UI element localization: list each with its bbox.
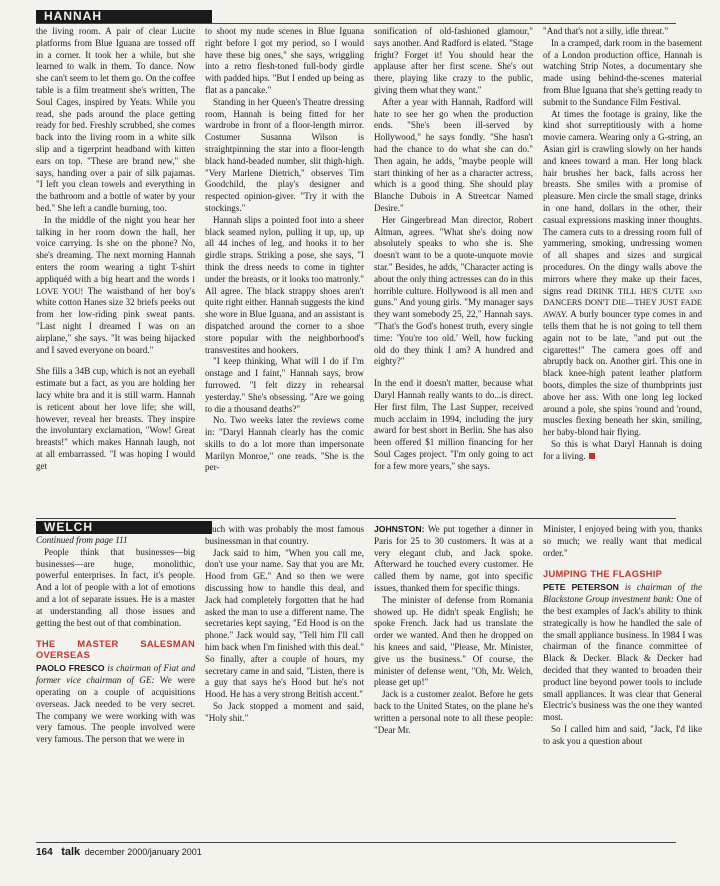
paragraph: In the end it doesn't matter, because what Daryl Hannah really wants to do...is direct. Her first film, The Last Supper, received much acclaim in 1994, including the jury award for best short in Berlin. She has also been offered $1 million financing for her Soul Cages project. "I'm only going to act for a few more years," she says. <box>374 378 533 471</box>
paragraph: In the middle of the night you hear her talking in her room down the hall, her voice carrying. Is she on the phone? No, she's dreaming. The next morning Hannah enters the room wearing a tight T-shirt appliquéd with a big heart and the words I LOVE YOU! The waistband of her boy's white cotton Hanes size 32 briefs peeks out from her low-riding pink sweat pants. "Last night I dreamed I was on an airplane," she says. "It was being hijacked and I saved everyone on board." <box>36 214 196 355</box>
welch-column-4 <box>543 524 702 840</box>
paragraph: Her Gingerbread Man director, Robert Altman, agrees. "What she's doing now absolutely speaks to who she is. She doesn't want to be a quote-unquote movie star." Besides, he adds, "Character acting is about the only thing actresses can do in this horrible culture. Hollywood is all men and guns." And young girls. "My manager says they want somebody 25, 22," Hannah says. "That's the God's honest truth, every single time: 'You're too old.' Well, how fucking old do they think I am? A hundred and eighty?" <box>374 214 533 367</box>
hannah-column-3 <box>374 26 533 516</box>
subhead: THE MASTER SALESMAN OVERSEAS <box>36 639 195 661</box>
paragraph: So this is what Daryl Hannah is doing for a living. <box>543 438 702 461</box>
paragraph: touch with was probably the most famous businessman in that country. <box>205 524 364 546</box>
paragraph: the living room. A pair of clear Lucite platforms from Blue Iguana are tossed off in a corner. It took her a while, but she learned to walk in them. To dance. Now she can't seem to let them go. On the coffee table is a film treatment she's written, The Soul Cages, inspired by Yeats. While you read, she pads around the place getting ready for bed. Freshly scrubbed, she comes back into the living room in a white silk slip and a tigerprint headband with kitten ears on top. "These are brand new," she says, handing over a pair of silk pajamas. "I left you clean towels and everything in the bathroom and a bottle of water by your bed." She left a candle burning, too. <box>36 26 195 213</box>
welch-column-2 <box>205 524 364 840</box>
paragraph: So I called him and said, "Jack, I'd like to ask you a question about <box>543 723 702 746</box>
paragraph: PAOLO FRESCO is chairman of Fiat and former vice chairman of GE: We were operating on a couple of acquisitions overseas. Jack needed to be very secret. The company we were working with was very famous. The people involved were very famous. The person that we were in <box>36 663 195 745</box>
end-mark-icon <box>589 453 595 459</box>
hannah-column-2 <box>205 26 364 516</box>
paragraph: Minister, I enjoyed being with you, thanks so much; we really want that medical order." <box>543 524 702 558</box>
continued-note: Continued from page 111 <box>36 535 128 545</box>
paragraph: At times the footage is grainy, like the kind shot surreptitiously with a home movie camera. Wearing only a G-string, an Asian girl is crawling slowly on her hands and knees toward a man. Her long black hair brushes her back, falls across her breasts. She smiles with a promise of pleasure. Men circle the small stage, drinks in one hand, dollars in the other, their casual expressions masking inner thoughts. The camera cuts to a dressing room full of yammering, smoking, undressing women of all shapes and sizes and surgical procedures. On the dingy walls above the mirrors where they make up their faces, signs read DRINK TILL HE'S CUTE and DANCERS DON'T DIE—THEY JUST FADE AWAY. A burly bouncer type comes in and tells them that he is not going to tell them again not to be late, "and put out the cigarettes!" The camera goes off and abruptly back on. Another girl. This one in black knee-high patent leather platform boots, dimples the size of thumbprints just above her ass. With one long leg locked around a pole, she spins 'round and 'round, muscles flexing beneath her skin, smiling, her baby-blond hair flying. <box>543 108 703 438</box>
section-tag-hannah: HANNAH <box>36 10 212 23</box>
paragraph: "I keep thinking, What will I do if I'm onstage and I faint," Hannah says, brow furrowed. "I felt dizzy in rehearsal yesterday." She's obsessing. "Are we going to die a thousand deaths?" <box>205 356 364 414</box>
section-rule <box>36 518 676 519</box>
paragraph: So Jack stopped a moment and said, "Holy shit." <box>205 700 364 723</box>
page-number: 164 <box>36 847 53 858</box>
section-tag-welch: WELCH <box>36 521 212 534</box>
issue-date: december 2000/january 2001 <box>84 847 202 857</box>
paragraph: sonification of old-fashioned glamour," says another. And Radford is elated. "Stage fright? Forget it! You should hear the applause after her first scene. She's out there, playing like crazy to the public, giving them what they want." <box>374 26 533 95</box>
top-rule <box>36 23 676 24</box>
magazine-name: talk <box>61 846 81 858</box>
subhead: JUMPING THE FLAGSHIP <box>543 569 663 580</box>
paragraph: Jack said to him, "When you call me, don't use your name. Say that you are Mr. Hood from GE." And so then we were discussing how to handle this deal, and Jack had completely forgotten that he had asked the man to use a different name. The secretaries kept saying, "Ed Hood is on the phone." Jack would say, "Tell him I'll call him back when I'm finished with this deal." So finally, after a couple of hours, my secretary came in and said, "Listen, there is a guy that says he's Hood but he's not Hood. He has a very strong British accent." <box>205 547 364 700</box>
paragraph: "And that's not a silly, idle threat." <box>543 26 669 36</box>
page-footer <box>36 846 202 858</box>
paragraph: The minister of defense from Romania showed up. He didn't speak English; he spoke French. Jack had us translate the order we wanted. And then he dropped on his knees and said, "Please, Mr. Minister, give us the business." Of course, the minister of defense went, "Oh, Mr. Welch, please get up!" <box>374 594 533 688</box>
paragraph: In a cramped, dark room in the basement of a London production office, Hannah is watching Strip Notes, a documentary she made using behind-the-scenes material from Blue Iguana that she's getting ready to submit to the Sundance Film Festival. <box>543 37 702 107</box>
paragraph: No. Two weeks later the reviews come in: "Daryl Hannah clearly has the comic skills to do a lot more than impersonate Marilyn Monroe," one reads. "She is the per- <box>205 415 364 473</box>
welch-column-3 <box>374 524 533 840</box>
paragraph: PETE PETERSON is chairman of the Blackstone Group investment bank: One of the best examples of Jack's ability to think strategically is how he handled the sale of the small appliance business. In 1984 I was chairman of the finance committee of Black & Decker. Black & Decker had decided that they wanted to broaden their product line beyond power tools to include small appliances. It was clear that General Electric's business was the one they wanted most. <box>543 582 702 723</box>
paragraph: JOHNSTON: We put together a dinner in Paris for 25 to 30 customers. It was at a very elegant club, and Jack spoke. Afterward he touched every customer. He called them by name, got into specific issues, thanked them for specific things. <box>374 524 533 593</box>
paragraph: She fills a 34B cup, which is not an eyeball estimate but a fact, as you are holding her lacy white bra and it is still warm. Hannah is reticent about her love life; she will, however, reveal her breasts. They inspire the involuntary exclamation, "Wow! Great breasts!" which makes Hannah laugh, not at all embarrassed. "I was hoping I would get <box>36 366 195 471</box>
paragraph: After a year with Hannah, Radford will hate to see her go when the production ends. "She's been ill-served by Hollywood," he says fondly. "She hasn't had the chance to do what she can do." Then again, he adds, "maybe people will start thinking of her as a character actress, which is a good thing. She should play Blanche Dubois in A Streetcar Named Desire." <box>374 96 533 213</box>
paragraph: Jack is a customer zealot. Before he gets back to the United States, on the plane he's written a personal note to all these people: "Dear Mr. <box>374 689 533 735</box>
hannah-column-4 <box>543 26 702 516</box>
paragraph: People think that businesses—big businesses—are huge, monolithic, powerful enterprises. In fact, it's people. And a lot of people with a lot of emotions and a lot of separate issues. He is a master at understanding all those issues and getting the best out of that combination. <box>36 546 195 628</box>
paragraph: Standing in her Queen's Theatre dressing room, Hannah is being fitted for her wardrobe in front of a floor-length mirror. Costumer Susanna Wilson is straightpinning the star into a floor-length black hand-beaded number, slit thigh-high. "Very Marlene Dietrich," observes Tim Goodchild, the play's designer and respected opinion-giver. "Try it with the stockings." <box>205 96 364 213</box>
paragraph: Hannah slips a pointed foot into a sheer black seamed nylon, pulling it up, up, up all 44 inches of leg, and hooks it to her girdle straps. Striking a pose, she says, "I think the dress needs to come in tighter under the breasts, or it looks too matronly." All agree. The black strappy shoes aren't quite right either. Hannah suggests the kind she wore in Blue Iguana, and an assistant is dispatched around the corner to a shoe store popular with the neighborhood's transvestites and hookers. <box>205 214 364 355</box>
hannah-column-1 <box>36 26 195 516</box>
welch-column-1 <box>36 535 195 840</box>
footer-rule <box>36 842 676 843</box>
paragraph: to shoot my nude scenes in Blue Iguana right before I got my period, so I would have these big ones," she says, wriggling into a retro flesh-toned full-body girdle with padded hips. "But I ended up being as flat as a pancake." <box>205 26 364 95</box>
